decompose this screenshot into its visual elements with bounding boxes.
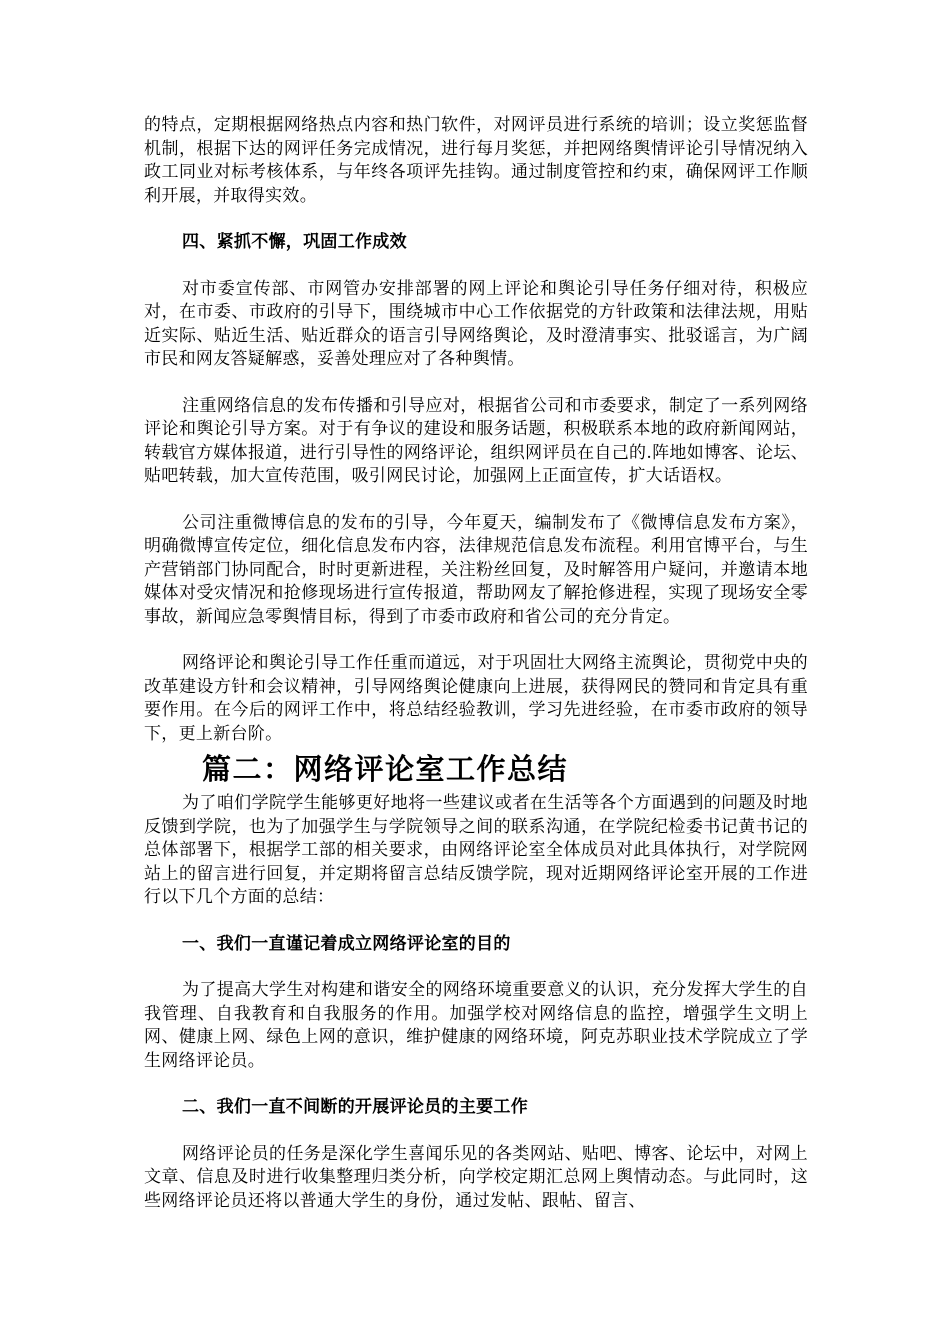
paragraph: 网络评论员的任务是深化学生喜闻乐见的各类网站、贴吧、博客、论坛中，对网上文章、信息及时进行收集整理归类分析，向学校定期汇总网上舆情动态。与此同时，这些网络评论员还将以普通大学生的身份，通过发帖、跟帖、留言、 [144,1143,808,1211]
paragraph: 为了提高大学生对构建和谐安全的网络环境重要意义的认识，充分发挥大学生的自我管理、自我教育和自我服务的作用。加强学校对网络信息的监控，增强学生文明上网、健康上网、绿色上网的意识，维护健康的网络环境，阿克苏职业技术学院成立了学生网络评论员。 [144,980,808,1071]
spacer [144,1120,808,1143]
section-heading: 四、紧抓不懈，巩固工作成效 [182,232,407,252]
spacer [144,489,808,512]
spacer [144,956,808,979]
chapter-title: 篇二：网络评论室工作总结 [202,752,569,786]
section-heading: 二、我们一直不间断的开展评论员的主要工作 [182,1097,528,1117]
spacer [144,629,808,652]
paragraph: 网络评论和舆论引导工作任重而道远，对于巩固壮大网络主流舆论，贯彻党中央的改革建设方针和会议精神，引导网络舆论健康向上进展，获得网民的赞同和肯定具有重要作用。在今后的网评工作中，将总结经验教训，学习先进经验，在市委市政府的领导下，更上新台阶。 [144,653,808,744]
spacer [144,1073,808,1096]
paragraph: 对市委宣传部、市网管办安排部署的网上评论和舆论引导任务仔细对待，积极应对，在市委、市政府的引导下，围绕城市中心工作依据党的方针政策和法律法规，用贴近实际、贴近生活、贴近群众的语言引导网络舆论，及时澄清事实、批驳谣言，为广阔市民和网友答疑解惑，妥善处理应对了各种舆情。 [144,278,808,369]
paragraph: 的特点，定期根据网络热点内容和热门软件，对网评员进行系统的培训；设立奖惩监督机制，根据下达的网评任务完成情况，进行每月奖惩，并把网络舆情评论引导情况纳入政工同业对标考核体系，与年终各项评先挂钩。通过制度管控和约束，确保网评工作顺利开展，并取得实效。 [144,115,808,206]
spacer [144,372,808,395]
section-heading: 一、我们一直谨记着成立网络评论室的目的 [182,933,511,954]
document-page [144,114,808,1213]
spacer [144,255,808,278]
paragraph: 为了咱们学院学生能够更好地将一些建议或者在生活等各个方面遇到的问题及时地反馈到学院，也为了加强学生与学院领导之间的联系沟通，在学院纪检委书记黄书记的总体部署下，根据学工部的相关要求，由网络评论室全体成员对此具体执行，对学院网站上的留言进行回复，并定期将留言总结反馈学院，现对近期网络评论室开展的工作进行以下几个方面的总结： [144,793,808,907]
paragraph: 公司注重微博信息的发布的引导，今年夏天，编制发布了《微博信息发布方案》，明确微博宣传定位，细化信息发布内容，法律规范信息发布流程。利用官博平台，与生产营销部门协同配合，时时更新进程，关注粉丝回复，及时解答用户疑问，并邀请本地媒体对受灾情况和抢修现场进行宣传报道，帮助网友了解抢修进程，实现了现场安全零事故，新闻应急零舆情目标，得到了市委市政府和省公司的充分肯定。 [144,512,808,627]
spacer [144,208,808,231]
spacer [144,910,808,933]
paragraph: 注重网络信息的发布传播和引导应对，根据省公司和市委要求，制定了一系列网络评论和舆论引导方案。对于有争议的建设和服务话题，积极联系本地的政府新闻网站，转载官方媒体报道，进行引导性的网络评论，组织网评员在自己的.阵地如博客、论坛、贴吧转载，加大宣传范围，吸引网民讨论，加强网上正面宣传，扩大话语权。 [144,395,808,486]
